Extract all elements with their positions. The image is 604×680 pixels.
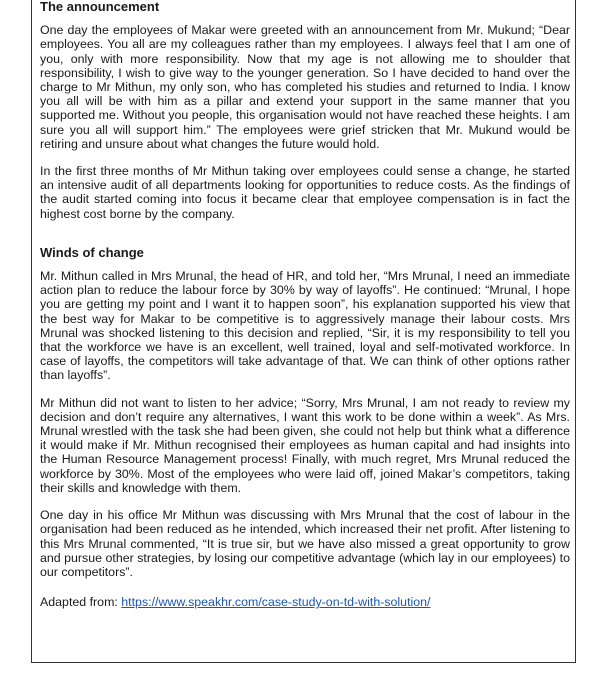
case-study-document <box>40 0 570 609</box>
paragraph: One day the employees of Makar were greeted with an announcement from Mr. Mukund; “Dear employees. You all are my colleagues rather than my employees. I always feel that I am one of you, only with more responsibility. Now that my age is not allowing me to shoulder that responsibility, I wish to give way to the younger generation. So I have decided to hand over the charge to Mr Mithun, my only son, who has completed his studies and returned to India. I know you all will be with him as a pillar and extend your support in the same manner that you supported me. Without you people, this organisation would not have reached these heights. I am sure you all will support him.” The employees were grief stricken that Mr. Mukund would be retiring and unsure about what changes the future would hold. <box>40 23 570 151</box>
section-heading: Winds of change <box>40 244 144 260</box>
section-winds-of-change <box>40 246 570 579</box>
paragraph: One day in his office Mr Mithun was discussing with Mrs Mrunal that the cost of labour in the organisation had been reduced as he intended, which increased their net profit. After listening to this Mrs Mrunal commented, “It is true sir, but we have also missed a great opportunity to grow and pursue other strategies, by losing our competitive advantage (which lay in our employees) to our competitors”. <box>40 508 570 579</box>
source-link[interactable]: https://www.speakhr.com/case-study-on-td-with-solution/ <box>121 595 431 610</box>
section-heading: The announcement <box>40 0 160 14</box>
source-citation <box>40 595 570 609</box>
source-label: Adapted from: <box>40 595 122 610</box>
paragraph: In the first three months of Mr Mithun taking over employees could sense a change, he started an intensive audit of all departments looking for opportunities to reduce costs. As the findings of the audit started coming into focus it became clear that employee compensation is in fact the highest cost borne by the company. <box>40 164 570 221</box>
section-announcement <box>40 0 570 221</box>
paragraph: Mr. Mithun called in Mrs Mrunal, the head of HR, and told her, “Mrs Mrunal, I need an immediate action plan to reduce the labour force by 30% by way of layoffs”. He continued: “Mrunal, I hope you are getting my point and I want it to happen soon”, his explanation supported his view that the best way for Makar to be competitive is to aggressively manage their labour costs. Mrs Mrunal was shocked listening to this decision and replied, “Sir, it is my responsibility to tell you that the workforce we have is an excellent, well trained, loyal and self-motivated workforce. In case of layoffs, the competitors will take advantage of that. We can think of other options rather than layoffs”. <box>40 269 570 383</box>
paragraph: Mr Mithun did not want to listen to her advice; “Sorry, Mrs Mrunal, I am not ready to review my decision and don’t require any alternatives, I want this work to be done within a week”. As Mrs. Mrunal wrestled with the task she had been given, she could not help but think what a difference it would make if Mr. Mithun recognised their employees as human capital and had insights into the Human Resource Management process! Finally, with much regret, Mrs Mrunal reduced the workforce by 30%. Most of the employees who were laid off, joined Makar’s competitors, taking their skills and knowledge with them. <box>40 395 570 495</box>
